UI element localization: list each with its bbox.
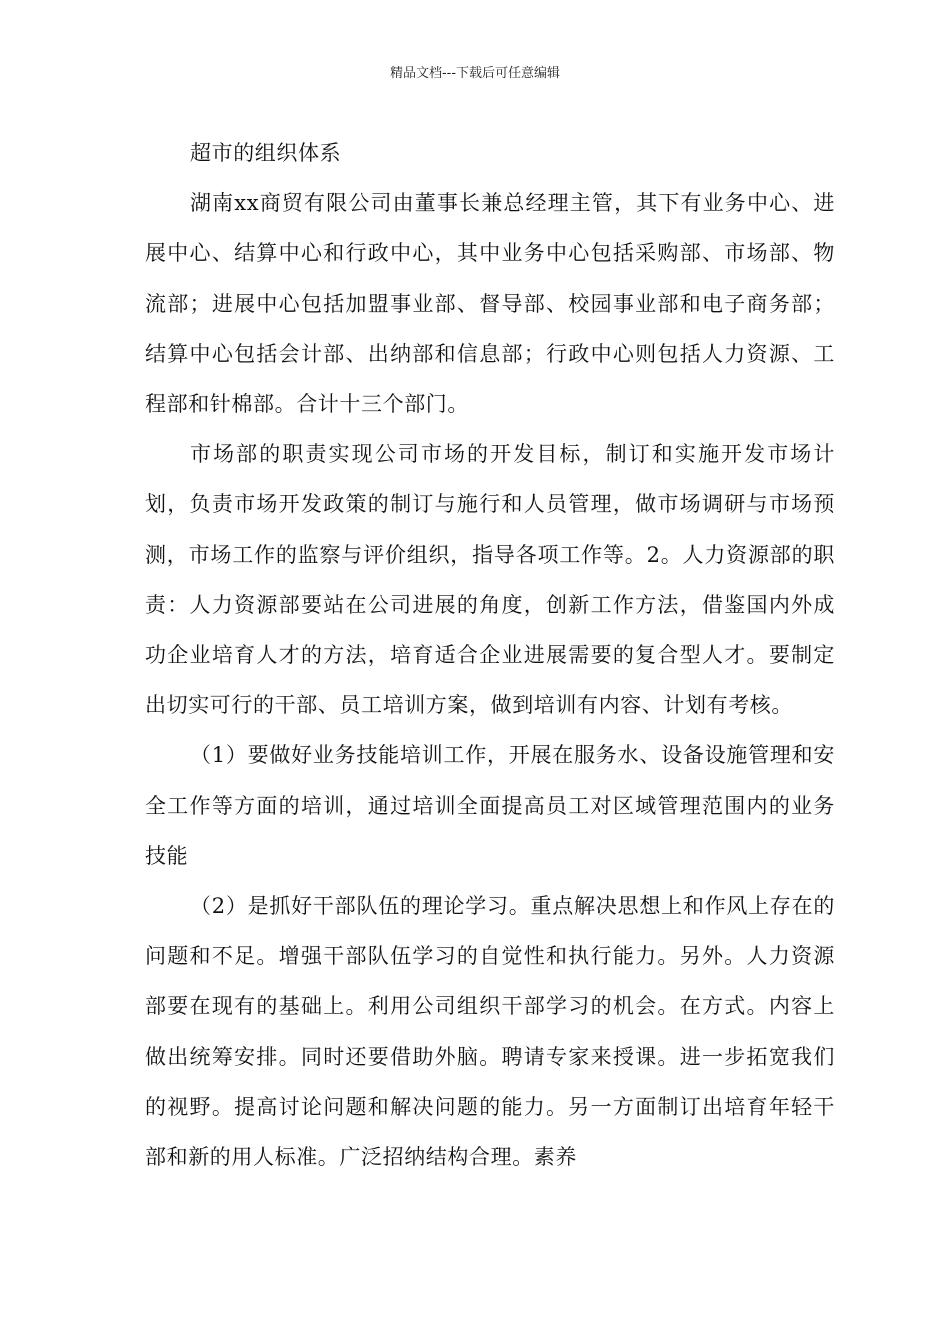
document-body: [145, 128, 835, 1182]
paragraph-item-2: （2）是抓好干部队伍的理论学习。重点解决思想上和作风上存在的问题和不足。增强干部队伍学习的自觉性和执行能力。另外。人力资源部要在现有的基础上。利用公司组织干部学习的机会。在方式。内容上做出统筹安排。同时还要借助外脑。聘请专家来授课。进一步拓宽我们的视野。提高讨论问题和解决问题的能力。另一方面制订出培育年轻干部和新的用人标准。广泛招纳结构合理。素养: [145, 894, 835, 1170]
page-header: 精品文档---下载后可任意编辑: [389, 66, 561, 81]
paragraph-org-structure: 湖南xx商贸有限公司由董事长兼总经理主管，其下有业务中心、进展中心、结算中心和行政中心，其中业务中心包括采购部、市场部、物流部；进展中心包括加盟事业部、督导部、校园事业部和电子商务部；结算中心包括会计部、出纳部和信息部；行政中心则包括人力资源、工程部和针棉部。合计十三个部门。: [145, 191, 835, 417]
paragraph-item-1: （1）要做好业务技能培训工作，开展在服务水、设备设施管理和安全工作等方面的培训，通过培训全面提高员工对区域管理范围内的业务技能: [145, 743, 835, 868]
document-title: 超市的组织体系: [190, 141, 342, 165]
paragraph-market-dept: 市场部的职责实现公司市场的开发目标，制订和实施开发市场计划，负责市场开发政策的制订与施行和人员管理，做市场调研与市场预测，市场工作的监察与评价组织，指导各项工作等。2。人力资源部的职责：人力资源部要站在公司进展的角度，创新工作方法，借鉴国内外成功企业培育人才的方法，培育适合企业进展需要的复合型人才。要制定出切实可行的干部、员工培训方案，做到培训有内容、计划有考核。: [145, 442, 835, 718]
